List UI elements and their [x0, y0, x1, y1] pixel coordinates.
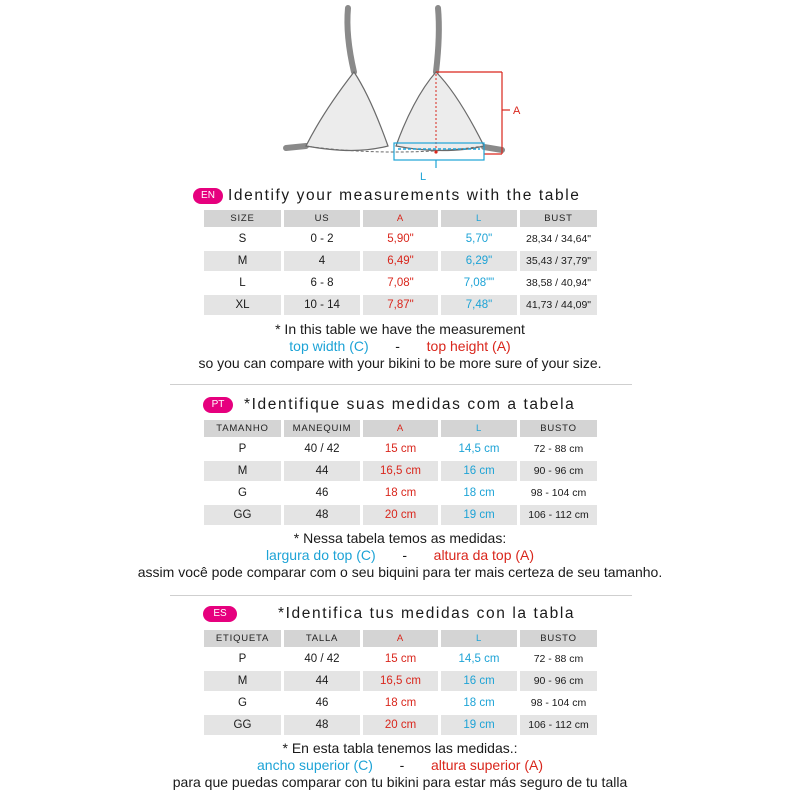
- table-cell: 98 - 104 cm: [530, 697, 587, 709]
- width-label: top width (C): [289, 338, 369, 354]
- table-cell: 46: [315, 487, 329, 499]
- table-cell: 7,48": [441, 295, 517, 315]
- table-cell: L: [239, 277, 246, 289]
- table-cell: P: [238, 443, 247, 455]
- section-title: *Identifique suas medidas com a tabela: [244, 396, 576, 413]
- table-cell: 15 cm: [384, 443, 417, 455]
- table-header-row: [204, 420, 597, 437]
- column-header: BUSTO: [520, 630, 597, 647]
- table-cell: 18 cm: [384, 697, 417, 709]
- table-cell: 18 cm: [463, 487, 495, 499]
- section-es-heading: [0, 604, 800, 628]
- table-row: [204, 671, 597, 691]
- column-header: ETIQUETA: [204, 630, 281, 647]
- table-cell: 14,5 cm: [458, 653, 500, 665]
- column-header: SIZE: [204, 210, 281, 227]
- note-measure-line: [0, 757, 800, 774]
- table-cell: 19 cm: [441, 505, 517, 525]
- table-cell: 46: [315, 697, 329, 709]
- table-cell: 20 cm: [363, 505, 438, 525]
- width-label: largura do top (C): [265, 547, 376, 563]
- table-row: [204, 229, 597, 249]
- table-cell: M: [204, 671, 281, 691]
- table-cell: 72 - 88 cm: [533, 653, 584, 665]
- column-header: TAMANHO: [204, 420, 281, 437]
- note-line: * In this table we have the measurement: [275, 321, 525, 337]
- table-cell: 40 / 42: [304, 443, 340, 455]
- table-row: [204, 295, 597, 315]
- table-cell: 72 - 88 cm: [533, 443, 584, 455]
- height-label: altura superior (A): [430, 757, 543, 773]
- table-cell: 41,73 / 44,09": [520, 295, 597, 315]
- table-cell: 0 - 2: [310, 233, 334, 245]
- column-header: A: [363, 420, 438, 437]
- table-cell: 90 - 96 cm: [520, 671, 597, 691]
- table-cell: G: [238, 487, 247, 499]
- table-cell: XL: [204, 295, 281, 315]
- column-header: A: [363, 210, 438, 227]
- language-badge-es: ES: [203, 606, 237, 622]
- note-dash: -: [402, 547, 407, 563]
- note-measure-line: [0, 338, 800, 355]
- table-cell: 6,29": [441, 251, 517, 271]
- table-cell: 106 - 112 cm: [520, 505, 597, 525]
- dimension-l-label: L: [420, 171, 427, 182]
- table-row: [204, 649, 597, 669]
- column-header: L: [441, 630, 517, 647]
- table-cell: 7,87": [363, 295, 438, 315]
- section-divider: [170, 595, 632, 596]
- table-cell: S: [238, 233, 247, 245]
- table-row: [204, 715, 597, 735]
- note-measure-line: [0, 547, 800, 564]
- table-row: [204, 693, 597, 713]
- note-line: * Nessa tabela temos as medidas:: [293, 530, 507, 546]
- table-cell: 16,5 cm: [363, 461, 438, 481]
- table-cell: M: [204, 461, 281, 481]
- section-pt-heading: [0, 395, 800, 419]
- table-cell: 5,70": [465, 233, 493, 245]
- note-line: assim você pode comparar com o seu biquini para ter mais certeza de seu tamanho.: [137, 564, 663, 580]
- table-cell: 16 cm: [441, 671, 517, 691]
- table-cell: 35,43 / 37,79": [520, 251, 597, 271]
- section-divider: [170, 384, 632, 385]
- table-note-pt: [0, 530, 800, 581]
- size-table-pt: [201, 418, 600, 527]
- column-header: BUST: [520, 210, 597, 227]
- table-cell: M: [204, 251, 281, 271]
- table-cell: 14,5 cm: [458, 443, 500, 455]
- table-note-en: [0, 321, 800, 372]
- table-row: [204, 461, 597, 481]
- section-title: *Identifica tus medidas con la tabla: [278, 605, 576, 622]
- table-row: [204, 483, 597, 503]
- bikini-top-diagram: [270, 0, 530, 182]
- table-cell: 98 - 104 cm: [530, 487, 587, 499]
- height-label: top height (A): [426, 338, 511, 354]
- note-dash: -: [395, 338, 400, 354]
- column-header: BUSTO: [520, 420, 597, 437]
- table-cell: 90 - 96 cm: [520, 461, 597, 481]
- height-label: altura da top (A): [433, 547, 535, 563]
- column-header: TALLA: [284, 630, 360, 647]
- table-cell: 20 cm: [363, 715, 438, 735]
- language-badge-en: EN: [193, 188, 223, 204]
- table-cell: 40 / 42: [304, 653, 340, 665]
- table-cell: G: [238, 697, 247, 709]
- note-dash: -: [399, 757, 405, 773]
- column-header: MANEQUIM: [284, 420, 360, 437]
- table-cell: 16,5 cm: [363, 671, 438, 691]
- table-row: [204, 439, 597, 459]
- table-cell: P: [238, 653, 247, 665]
- note-line: para que puedas comparar con tu bikini para estar más seguro de tu talla: [172, 774, 628, 790]
- table-cell: 19 cm: [441, 715, 517, 735]
- table-cell: 48: [284, 715, 360, 735]
- table-cell: 28,34 / 34,64": [525, 233, 592, 245]
- size-table-en: [201, 208, 600, 317]
- size-table-es: [201, 628, 600, 737]
- note-line: so you can compare with your bikini to be more sure of your size.: [198, 355, 602, 371]
- column-header: A: [363, 630, 438, 647]
- table-cell: 44: [284, 461, 360, 481]
- section-en-heading: [0, 186, 800, 210]
- table-cell: 48: [284, 505, 360, 525]
- column-header: US: [284, 210, 360, 227]
- table-row: [204, 505, 597, 525]
- table-cell: 16 cm: [441, 461, 517, 481]
- dimension-a-label: A: [513, 105, 521, 117]
- table-cell: 7,08": [387, 277, 414, 289]
- table-row: [204, 251, 597, 271]
- language-badge-pt: PT: [203, 397, 233, 413]
- table-cell: 7,08"": [463, 277, 495, 289]
- note-line: * En esta tabla tenemos las medidas.:: [282, 740, 518, 756]
- table-cell: 15 cm: [384, 653, 417, 665]
- table-note-es: [0, 740, 800, 791]
- section-title: Identify your measurements with the table: [228, 187, 581, 204]
- table-cell: 106 - 112 cm: [520, 715, 597, 735]
- column-header: L: [441, 210, 517, 227]
- table-cell: GG: [204, 505, 281, 525]
- table-cell: 6 - 8: [310, 277, 334, 289]
- table-header-row: [204, 630, 597, 647]
- table-cell: 4: [284, 251, 360, 271]
- table-cell: 18 cm: [463, 697, 495, 709]
- table-cell: 5,90": [387, 233, 414, 245]
- table-cell: 44: [284, 671, 360, 691]
- table-row: [204, 273, 597, 293]
- table-cell: 38,58 / 40,94": [525, 277, 592, 289]
- table-cell: GG: [204, 715, 281, 735]
- width-label: ancho superior (C): [257, 757, 373, 773]
- table-cell: 6,49": [363, 251, 438, 271]
- column-header: L: [441, 420, 517, 437]
- table-header-row: [204, 210, 597, 227]
- table-cell: 18 cm: [384, 487, 417, 499]
- table-cell: 10 - 14: [284, 295, 360, 315]
